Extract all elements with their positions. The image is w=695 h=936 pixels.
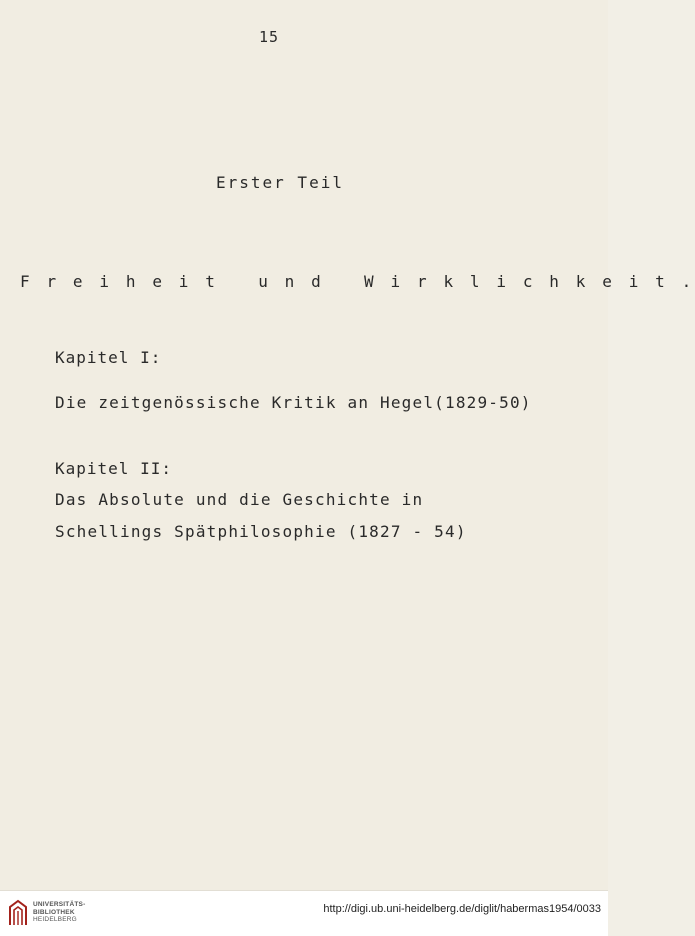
page-number: 15 [259,28,280,46]
chapter-1-title: Die zeitgenössische Kritik an Hegel(1829-50) [55,393,532,412]
library-name [33,901,85,924]
permalink-url[interactable]: http://digi.ub.uni-heidelberg.de/diglit/habermas1954/0033 [323,903,601,915]
chapter-2-title-line-2: Schellings Spätphilosophie (1827 - 54) [55,522,467,541]
chapter-1-label: Kapitel I: [55,348,162,367]
library-name-line-2: BIBLIOTHEK [33,908,75,916]
library-name-line-3: HEIDELBERG [33,916,77,923]
library-name-line-1: UNIVERSITÄTS- [33,901,86,908]
chapter-2-label: Kapitel II: [55,459,172,478]
chapter-2-title-line-1: Das Absolute und die Geschichte in [55,490,424,509]
library-logo-icon [7,899,29,927]
section-title: F r e i h e i t u n d W i r k l i c h k e i t . [20,272,695,291]
part-title: Erster Teil [216,173,344,192]
footer-bar [0,890,608,936]
